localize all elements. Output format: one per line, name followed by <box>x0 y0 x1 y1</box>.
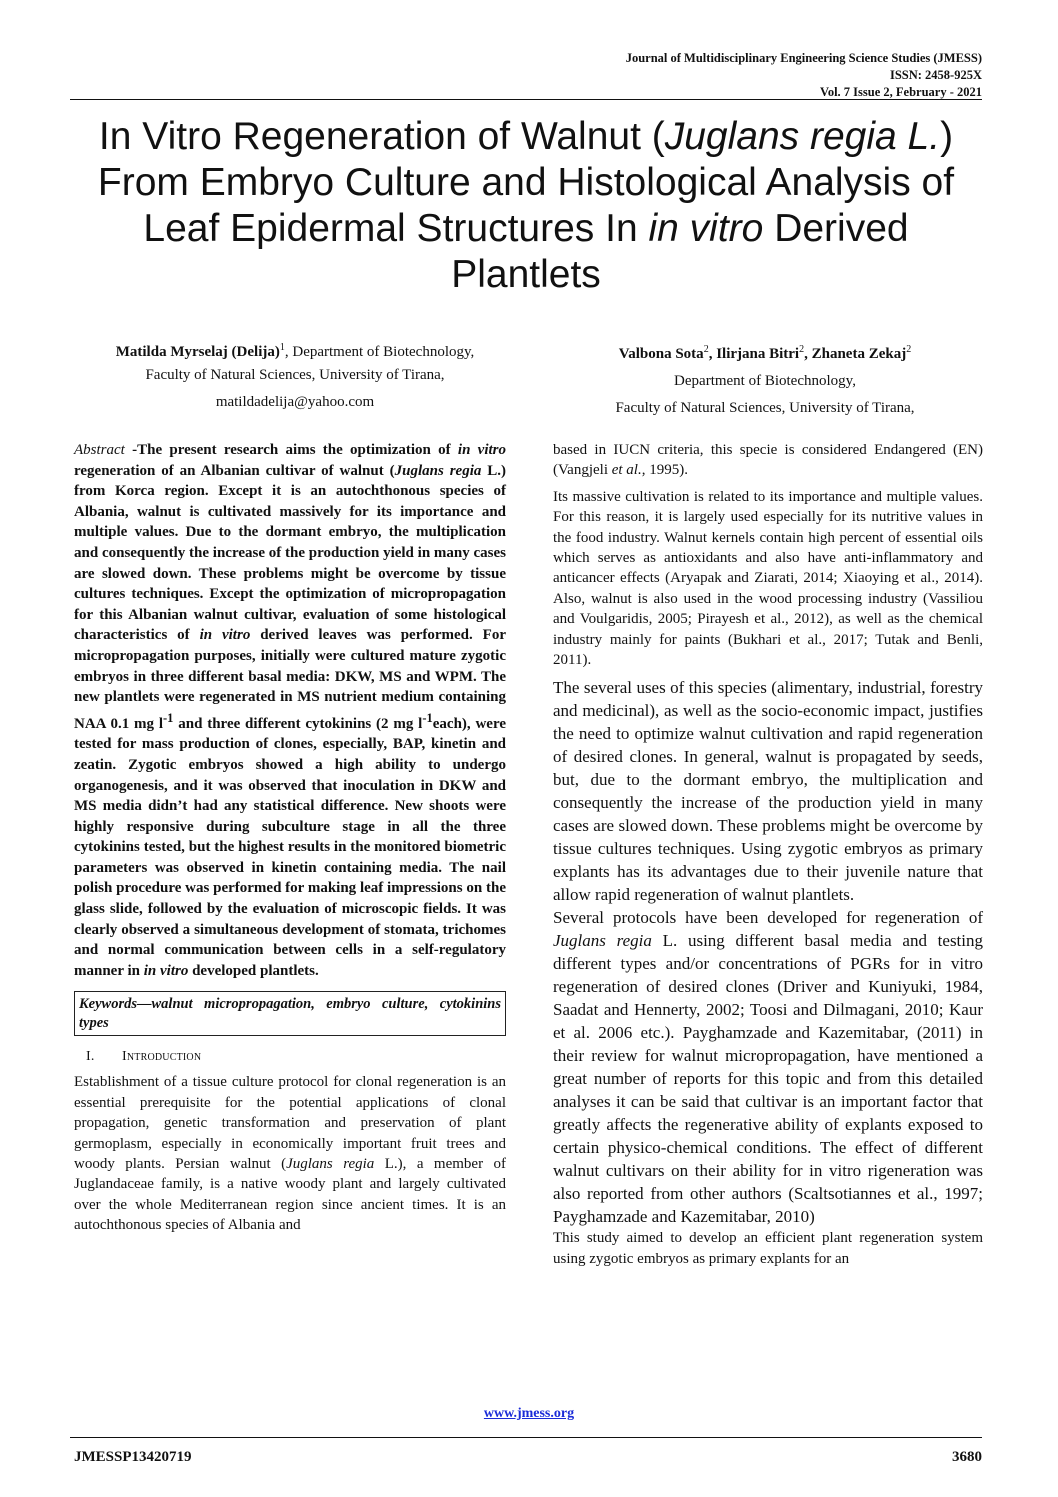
coauthor-1: Valbona Sota <box>618 346 704 362</box>
section-title: Introduction <box>122 1049 202 1065</box>
left-column <box>74 440 506 1236</box>
intro-italic: Juglans regia <box>286 1156 375 1173</box>
title-text-2: ) From Embryo Culture and Histological Analysis of Leaf Epidermal Structures In <box>97 115 955 250</box>
body-italic: et al. <box>611 462 642 479</box>
coauthor-2-mark: 2 <box>799 344 805 355</box>
body-text: Several protocols have been developed for regeneration of <box>553 908 983 928</box>
abstract-italic: in vitro <box>457 442 507 458</box>
author-line-1 <box>110 336 480 364</box>
author-faculty: Faculty of Natural Sciences, University of Tirana, <box>145 367 445 383</box>
right-paragraph-5: This study aimed to develop an efficient plant regeneration system using zygotic embryos as primary explants for an <box>553 1230 983 1267</box>
intro-paragraph <box>74 1072 506 1235</box>
journal-header <box>626 50 982 101</box>
abstract-superscript: -1 <box>422 710 433 725</box>
coauthor-sep: , <box>804 346 812 362</box>
coauthor-3: Zhaneta Zekaj <box>811 346 907 362</box>
abstract-italic: in vitro <box>143 962 189 979</box>
coauthor-3-mark: 2 <box>906 344 912 355</box>
title-in-vitro: in vitro <box>648 207 764 250</box>
abstract-italic: in vitro <box>199 627 251 644</box>
abstract-text: regeneration of an Albanian cultivar of walnut ( <box>74 462 395 479</box>
header-rule <box>70 99 982 100</box>
right-paragraph-2: Its massive cultivation is related to its importance and multiple values. For this reason, it is largely used especially for its nutritive values in the food industry. Walnut kernels contain high percent of essential oils which serves as antioxidants and also have anti-inflammatory and anticancer effects (Aryapak and Ziarati, 2014; Xiaoying et al., 2014). Also, walnut is also used in the wood processing industry (Vassiliou and Voulgaridis, 2005; Pirayesh et al., 2012), as well as the chemical industry mainly for paints (Bukhari et al., 2017; Tutak and Benli, 2011). <box>553 488 983 669</box>
paper-title <box>70 114 982 298</box>
keywords-box: Keywords—walnut micropropagation, embryo culture, cytokinins types <box>74 991 506 1036</box>
abstract-text: derived leaves was performed. For micropropagation purposes, initially were cultured mature zygotic embryos in three different basal media: DKW, MS and WPM. The new plantlets were regenerated in MS nutrient medium containing NAA 0.1 mg l <box>74 627 506 732</box>
intro-text: L.), a member of Juglandaceae family, is a native woody plant and largely cultivated over the whole Mediterranean region since ancient times. It is an autochthonous species of Albania and <box>74 1156 506 1234</box>
author-name: Matilda Myrselaj (Delija) <box>115 344 280 360</box>
title-text-1: In Vitro Regeneration of Walnut ( <box>98 115 665 158</box>
right-paragraph-4 <box>553 906 983 1228</box>
footer-rule <box>70 1437 982 1438</box>
abstract-text: -The present research aims the optimization of <box>124 442 458 458</box>
abstract-superscript: -1 <box>163 710 174 725</box>
section-number: I. <box>86 1049 95 1065</box>
coauthor-1-mark: 2 <box>703 344 709 355</box>
body-text: , 1995). <box>641 462 688 479</box>
body-text: based in IUCN criteria, this specie is considered Endangered (EN) (Vangjeli <box>553 442 983 479</box>
section-heading-introduction <box>74 1048 506 1066</box>
author-dept: , Department of Biotechnology, <box>284 344 475 360</box>
author-affil-mark: 1 <box>279 342 285 353</box>
abstract-label: Abstract <box>74 442 125 458</box>
coauthors-line <box>555 338 975 366</box>
journal-volume: Vol. 7 Issue 2, February - 2021 <box>819 85 982 99</box>
footer-journal-link[interactable]: www.jmess.org <box>483 1406 575 1421</box>
body-italic: Juglans regia <box>553 931 652 951</box>
abstract-text: and three different cytokinins (2 mg l <box>173 715 423 732</box>
right-paragraph-3: The several uses of this species (alimentary, industrial, forestry and medicinal), as well as the socio-economic impact, justifies the need to optimize walnut cultivation and rapid regeneration of desired clones. In general, walnut is propagated by seeds, but, due to the dormant embryo, the multiplication and consequently the increase of the production yield in many cases are slowed down. These problems might be overcome by tissue cultures techniques. Using zygotic embryos as primary explants has its advantages due to their juvenile nature that allow rapid regeneration of walnut plantlets. <box>553 678 983 905</box>
abstract-italic: Juglans regia <box>394 462 482 479</box>
coauthors-dept: Department of Biotechnology, <box>674 373 856 389</box>
coauthor-sep: , <box>708 346 717 362</box>
abstract-text: each), were tested for mass production of clones, especially, BAP, kinetin and zeatin. Zygotic embryos showed a high ability to undergo organogenesis, and it was observed that inoculation in DKW and MS media didn’t had any statistical difference. New shoots were highly responsive during subculture stage in all the three cytokinins tested, but the highest results in the monitored biometric parameters was observed in kinetin containing media. The nail polish procedure was performed for making leaf impressions on the glass slide, followed by the evaluation of microscopic fields. It was clearly observed a simultaneous development of stomata, trichomes and normal communication between cells in a self-regulatory manner in <box>74 715 506 979</box>
abstract <box>74 440 506 981</box>
author-block-right <box>555 336 975 420</box>
footer-page-number: 3680 <box>952 1449 982 1465</box>
title-species: Juglans regia L. <box>664 115 941 158</box>
abstract-text: developed plantlets. <box>188 962 319 979</box>
coauthors-faculty: Faculty of Natural Sciences, University of Tirana, <box>615 400 915 416</box>
right-paragraph-1 <box>553 440 983 481</box>
coauthor-2: Ilirjana Bitri <box>716 346 800 362</box>
author-email: matildadelija@yahoo.com <box>215 394 375 410</box>
right-column <box>553 440 983 1269</box>
abstract-text: L.) from Korca region. Except it is an autochthonous species of Albania, walnut is cultivated massively for its importance and multiple values. Due to the dormant embryo, the multiplication and consequently the increase of the production yield in many cases are slowed down. These problems might be overcome by tissue cultures techniques. Except the optimization of micropropagation for this Albanian walnut cultivar, evaluation of some histological characteristics of <box>74 462 506 644</box>
body-text: L. using different basal media and testing different types and/or concentrations of PGRs for in vitro regeneration of desired clones (Driver and Kuniyuki, 1984, Saadat and Hennerty, 2002; Toosi and Dilmagani, 2010; Kaur et al. 2006 etc.). Payghamzade and Kazemitabar, (2011) in their review for walnut micropropagation, have mentioned a great number of reports for this topic and from this detailed analyses it can be said that cultivar is an important factor that greatly affects the regenerative ability of explants exposed to certain physico-chemical conditions. The effect of different walnut cultivars on their ability for in vitro rigeneration was also reported from other authors (Scaltsotiannes et al., 1997; Payghamzade and Kazemitabar, 2010) <box>553 931 984 1227</box>
journal-issn: ISSN: 2458-925X <box>889 68 982 82</box>
journal-name: Journal of Multidisciplinary Engineering Science Studies (JMESS) <box>625 51 982 65</box>
title-text-3: Derived Plantlets <box>451 207 909 296</box>
intro-text: Establishment of a tissue culture protocol for clonal regeneration is an essential prerequisite for the potential applications of clonal propagation, genetic transformation and preservation of plant germoplasm, especially in economically important fruit trees and woody plants. Persian walnut ( <box>74 1074 506 1173</box>
author-block-left <box>110 336 480 414</box>
footer-paper-id: JMESSP13420719 <box>74 1449 192 1465</box>
